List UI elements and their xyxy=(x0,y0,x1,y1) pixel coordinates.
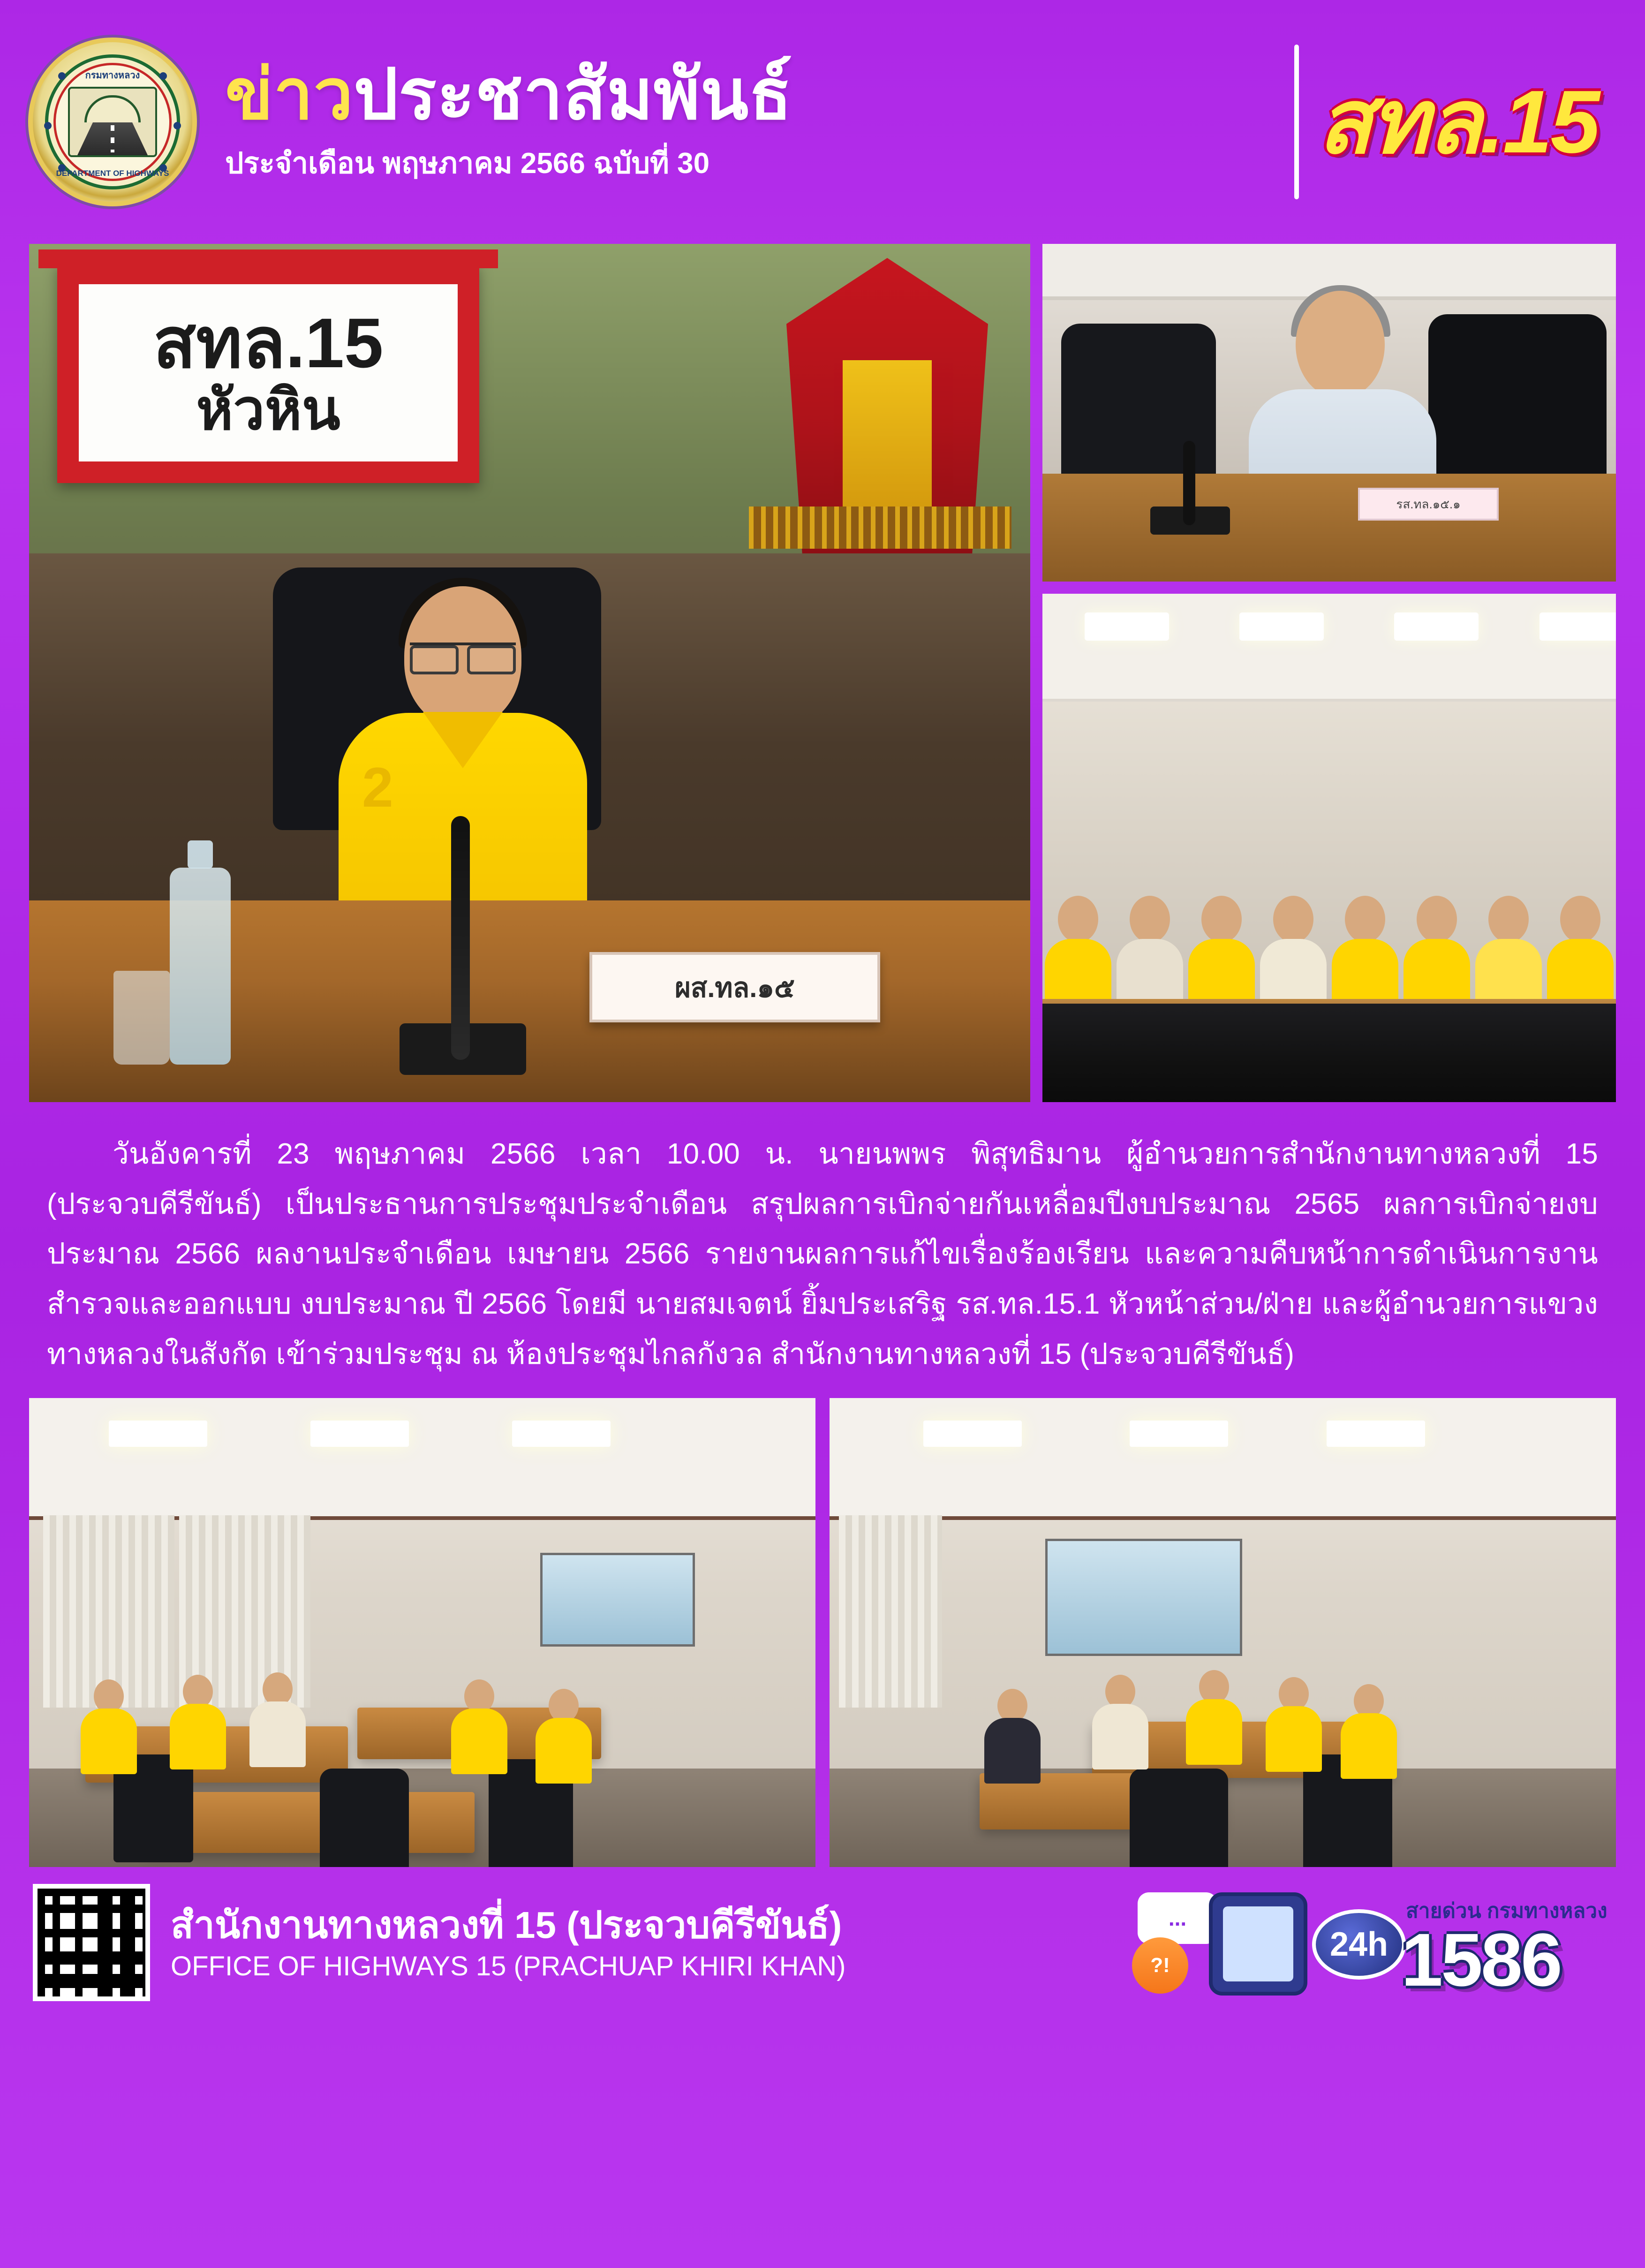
office-sign xyxy=(57,263,479,483)
nameplate-deputy: รส.ทล.๑๕.๑ xyxy=(1358,488,1499,521)
issue-subtitle: ประจำเดือน พฤษภาคม 2566 ฉบับที่ 30 xyxy=(225,147,710,180)
railing xyxy=(749,507,1011,549)
header xyxy=(0,0,1645,244)
photo-meeting-room-wide-left xyxy=(29,1398,815,1867)
office-name-thai: สำนักงานทางหลวงที่ 15 (ประจวบคีรีขันธ์) xyxy=(171,1904,842,1946)
emblem-text-bottom: DEPARTMENT OF HIGHWAYS xyxy=(56,169,169,178)
photo-main-wrapper xyxy=(29,244,1030,1102)
hotline-number: 1586 xyxy=(1401,1918,1561,2002)
hotline-tagline: สายด่วน กรมทางหลวง xyxy=(1406,1899,1607,1923)
brand-label: สทล.15 xyxy=(1318,72,1598,172)
page-title-suffix: ประชาสัมพันธ์ xyxy=(354,55,792,134)
footer-office-names xyxy=(171,1904,1104,1982)
qr-code-icon[interactable] xyxy=(33,1884,150,2001)
header-divider xyxy=(1294,45,1299,199)
photo-deputy-at-table xyxy=(1042,244,1616,582)
photo-meeting-room-wide-right xyxy=(830,1398,1616,1867)
person-director: 2 xyxy=(329,586,592,933)
department-of-highways-emblem-icon xyxy=(28,38,197,206)
footer xyxy=(0,1867,1645,2015)
drinking-glass xyxy=(113,971,170,1065)
office-name-english: OFFICE OF HIGHWAYS 15 (PRACHUAP KHIRI KHAN) xyxy=(171,1950,846,1981)
hotline-24h-badge: 24h xyxy=(1312,1909,1406,1980)
header-titles xyxy=(197,55,1275,186)
photo-director-at-desk xyxy=(29,244,1030,1102)
photo-right-column xyxy=(1042,244,1616,1102)
emblem-text-top: กรมทางหลวง xyxy=(85,70,140,81)
article-body: วันอังคารที่ 23 พฤษภาคม 2566 เวลา 10.00 น. นายนพพร พิสุทธิมาน ผู้อำนวยการสำนักงานทางหลวงที่ 15 (ประจวบคีรีขันธ์) เป็นประธานการประชุมประจำเดือน สรุปผลการเบิกจ่ายกันเหลื่อมปีงบประมาณ 2565 ผลการเบิกจ่ายงบประมาณ 2566 ผลงานประจำเดือน เมษายน 2566 รายงานผลการแก้ไขเรื่องร้องเรียน และความคืบหน้าการดำเนินการงานสำรวจและออกแบบ งบประมาณ ปี 2566 โดยมี นายสมเจตน์ ยิ้มประเสริฐ รส.ทล.15.1 หัวหน้าส่วน/ฝ่าย และผู้อำนวยการแขวงทางหลวงในสังกัด เข้าร่วมประชุม ณ ห้องประชุมไกลกังวล สำนักงานทางหลวงที่ 15 (ประจวบคีรีขันธ์) xyxy=(47,1138,1599,1370)
office-sign-line1: สทล.15 xyxy=(153,303,384,383)
question-bubble-icon: ?! xyxy=(1132,1937,1188,1994)
page-title-prefix: ข่าว xyxy=(225,55,354,134)
brand-badge xyxy=(1318,72,1617,172)
glasses-icon xyxy=(410,643,516,668)
phone-icon xyxy=(1209,1892,1307,1996)
nameplate-director: ผส.ทล.๑๕ xyxy=(589,952,880,1022)
photo-grid-top xyxy=(0,244,1645,1102)
microphone-icon xyxy=(1183,441,1195,525)
water-bottle xyxy=(170,868,231,1065)
photo-grid-bottom xyxy=(0,1398,1645,1867)
chat-bubble-icon: ... xyxy=(1138,1892,1217,1944)
photo-attendees-row xyxy=(1042,594,1616,1102)
microphone-icon xyxy=(451,816,470,1060)
office-sign-line2: หัวหิน xyxy=(196,378,340,441)
emblem-graphic xyxy=(68,87,157,157)
page-title xyxy=(225,55,792,134)
hotline-badge xyxy=(1124,1884,1612,2001)
